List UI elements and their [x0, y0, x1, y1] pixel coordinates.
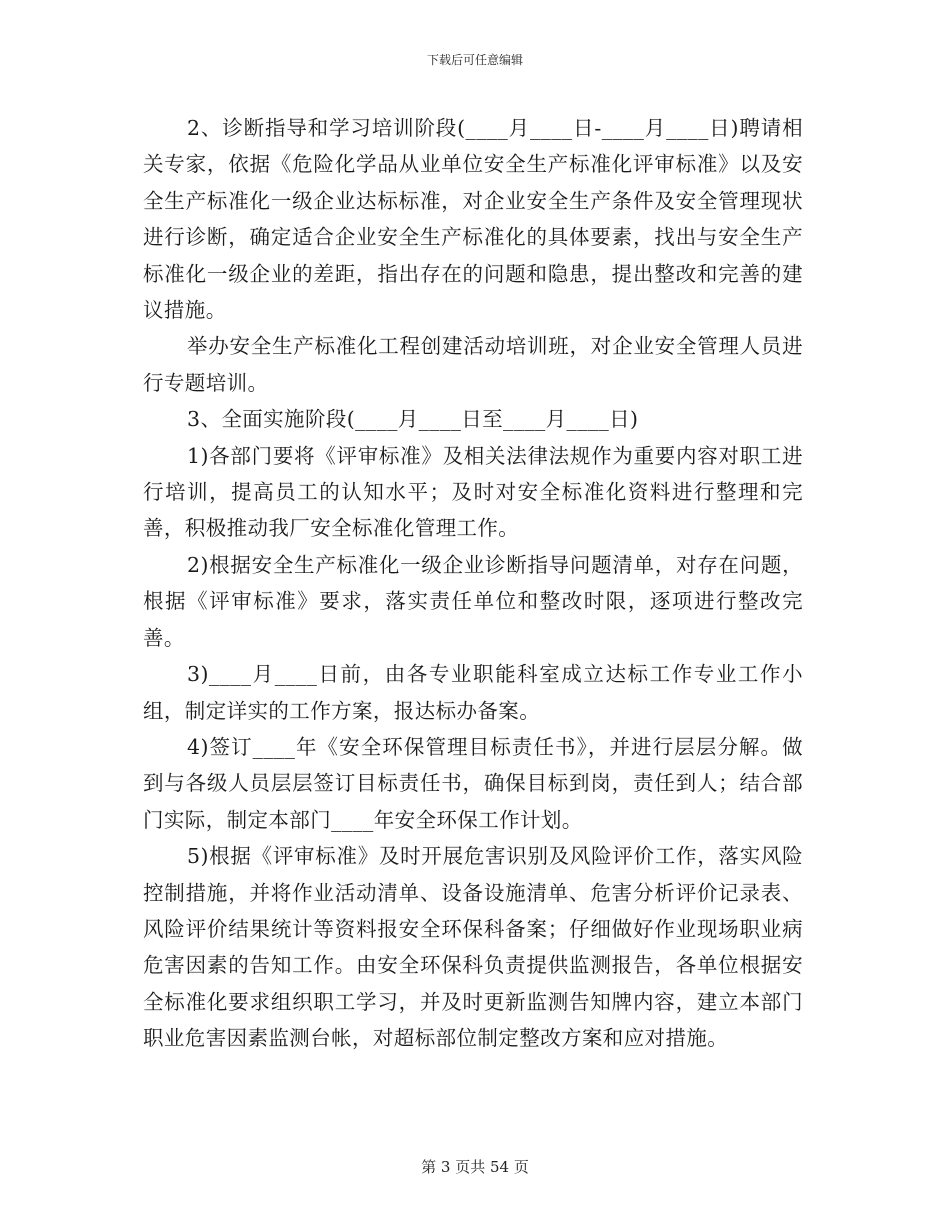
- document-body: [143, 110, 803, 1057]
- page-number: 第 3 页共 54 页: [421, 1158, 529, 1176]
- paragraph-item-1: 1)各部门要将《评审标准》及相关法律法规作为重要内容对职工进行培训，提高员工的认知水平；及时对安全标准化资料进行整理和完善，积极推动我厂安全标准化管理工作。: [143, 443, 803, 541]
- paragraph-item-3: 3)____月____日前，由各专业职能科室成立达标工作专业工作小组，制定详实的工作方案，报达标办备案。: [143, 662, 803, 723]
- paragraph-stage-2: 2、诊断指导和学习培训阶段(____月____日-____月____日)聘请相关专家，依据《危险化学品从业单位安全生产标准化评审标准》以及安全生产标准化一级企业达标标准，对企业安全生产条件及安全管理现状进行诊断，确定适合企业安全生产标准化的具体要素，找出与安全生产标准化一级企业的差距，指出存在的问题和隐患，提出整改和完善的建议措施。: [143, 116, 803, 323]
- paragraph-item-4: 4)签订____年《安全环保管理目标责任书》，并进行层层分解。做到与各级人员层层签订目标责任书，确保目标到岗，责任到人；结合部门实际，制定本部门____年安全环保工作计划。: [143, 734, 803, 832]
- page-header-note: 下载后可任意编辑: [426, 53, 523, 67]
- paragraph-item-5: 5)根据《评审标准》及时开展危害识别及风险评价工作，落实风险控制措施，并将作业活动清单、设备设施清单、危害分析评价记录表、风险评价结果统计等资料报安全环保科备案；仔细做好作业现场职业病危害因素的告知工作。由安全环保科负责提供监测报告，各单位根据安全标准化要求组织职工学习，并及时更新监测告知牌内容，建立本部门职业危害因素监测台帐，对超标部位制定整改方案和应对措施。: [143, 844, 803, 1051]
- paragraph-item-2: 2)根据安全生产标准化一级企业诊断指导问题清单，对存在问题，根据《评审标准》要求，落实责任单位和整改时限，逐项进行整改完善。: [143, 552, 803, 650]
- paragraph-training-class: 举办安全生产标准化工程创建活动培训班，对企业安全管理人员进行专题培训。: [143, 334, 803, 395]
- paragraph-stage-3: 3、全面实施阶段(____月____日至____月____日): [187, 407, 639, 432]
